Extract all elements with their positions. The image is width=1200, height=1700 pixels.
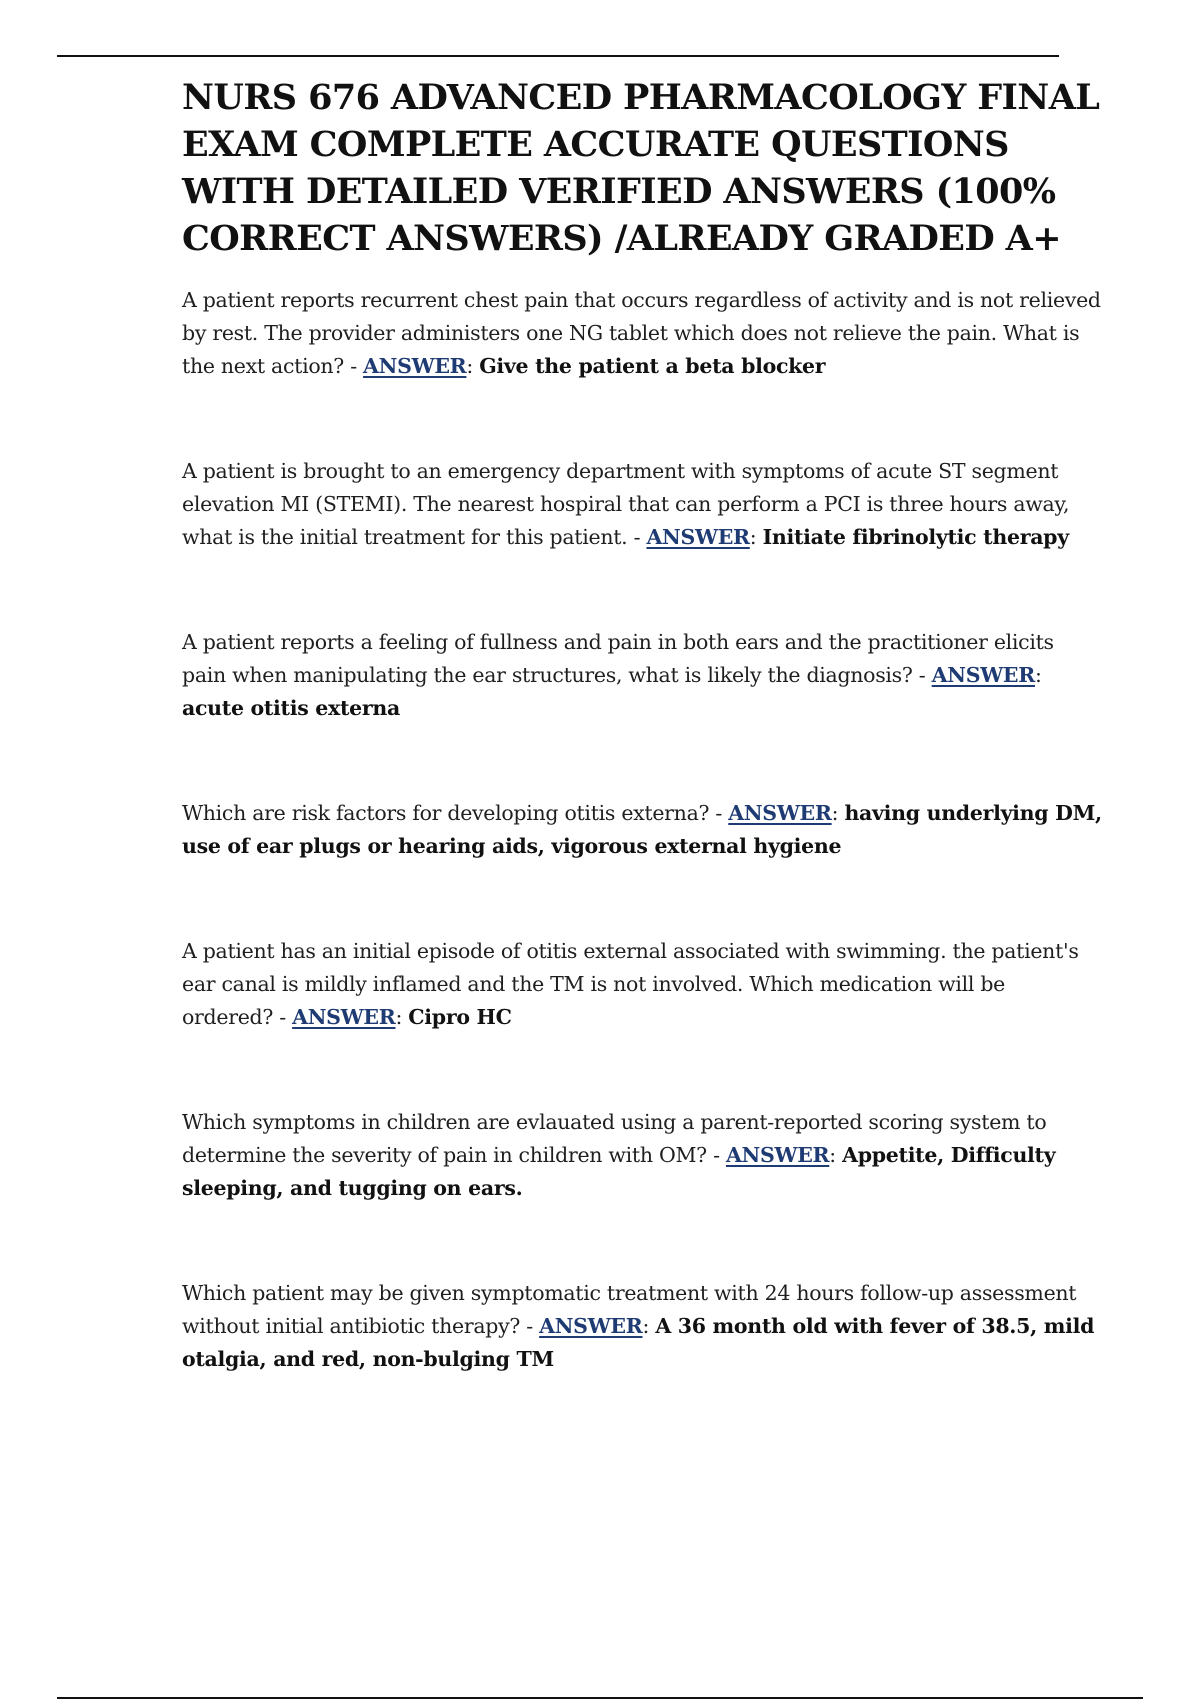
answer-link[interactable]: ANSWER [292,1005,396,1029]
qa-item: Which symptoms in children are evlauated using a parent-reported scoring system to determine the severity of pain in children with OM? - ANSWER: Appetite, Difficulty sleeping, and tugging on ears. [182,1110,1056,1200]
bottom-divider [57,1697,1143,1699]
qa-item: A patient reports a feeling of fullness and pain in both ears and the practitioner elicits pain when manipulating the ear structures, what is likely the diagnosis? - ANSWER: acute otitis externa [182,630,1054,720]
answer-link[interactable]: ANSWER [728,801,832,825]
answer-text: Cipro HC [408,1005,512,1029]
question-text: A patient reports a feeling of fullness and pain in both ears and the practitioner elicits pain when manipulating the ear structures, what is likely the diagnosis? - [182,630,1054,687]
answer-text: having underlying DM, use of ear plugs or hearing aids, vigorous external hygiene [182,801,1102,858]
question-text: A patient has an initial episode of otitis external associated with swimming. the patient's ear canal is mildly inflamed and the TM is not involved. Which medication will be ordered? - [182,939,1079,1029]
question-text: A patient is brought to an emergency department with symptoms of acute ST segment elevation MI (STEMI). The nearest hospiral that can perform a PCI is three hours away, what is the initial treatment for this patient. - [182,459,1070,549]
qa-item: Which patient may be given symptomatic treatment with 24 hours follow-up assessment without initial antibiotic therapy? - ANSWER: A 36 month old with fever of 38.5, mild otalgia, and red, non-bulging TM [182,1281,1095,1371]
qa-item: A patient has an initial episode of otitis external associated with swimming. the patient's ear canal is mildly inflamed and the TM is not involved. Which medication will be ordered? - ANSWER: Cipro HC [182,939,1079,1029]
document-page [182,74,1102,1376]
answer-link[interactable]: ANSWER [725,1143,830,1167]
answer-link[interactable]: ANSWER [539,1314,643,1338]
question-text: Which are risk factors for developing otitis externa? - [182,801,729,825]
answer-text: Give the patient a beta blocker [479,354,826,378]
top-divider [57,55,1059,57]
answer-link[interactable]: ANSWER [363,354,467,378]
answer-link[interactable]: ANSWER [931,663,1035,687]
question-text: Which symptoms in children are evlauated using a parent-reported scoring system to determine the severity of pain in children with OM? - [182,1110,1047,1167]
answer-text: Initiate fibrinolytic therapy [762,525,1069,549]
qa-item: A patient is brought to an emergency department with symptoms of acute ST segment elevation MI (STEMI). The nearest hospiral that can perform a PCI is three hours away, what is the initial treatment for this patient. - ANSWER: Initiate fibrinolytic therapy [182,459,1070,549]
qa-item: A patient reports recurrent chest pain that occurs regardless of activity and is not relieved by rest. The provider administers one NG tablet which does not relieve the pain. What is the next action? - ANSWER: Give the patient a beta blocker [182,288,1101,378]
question-text: A patient reports recurrent chest pain that occurs regardless of activity and is not relieved by rest. The provider administers one NG tablet which does not relieve the pain. What is the next action? - [182,288,1101,378]
document-title: NURS 676 ADVANCED PHARMACOLOGY FINAL EXAM COMPLETE ACCURATE QUESTIONS WITH DETAILED VERIFIED ANSWERS (100% CORRECT ANSWERS) /ALREADY GRADED A+ [182,77,1100,259]
answer-text: A 36 month old with fever of 38.5, mild otalgia, and red, non-bulging TM [182,1314,1095,1371]
answer-text: acute otitis externa [182,696,400,720]
answer-text: Appetite, Difficulty sleeping, and tugging on ears. [182,1143,1056,1200]
question-text: Which patient may be given symptomatic treatment with 24 hours follow-up assessment without initial antibiotic therapy? - [182,1281,1077,1338]
answer-link[interactable]: ANSWER [646,525,750,549]
qa-item: Which are risk factors for developing otitis externa? - ANSWER: having underlying DM, use of ear plugs or hearing aids, vigorous external hygiene [182,801,1102,858]
